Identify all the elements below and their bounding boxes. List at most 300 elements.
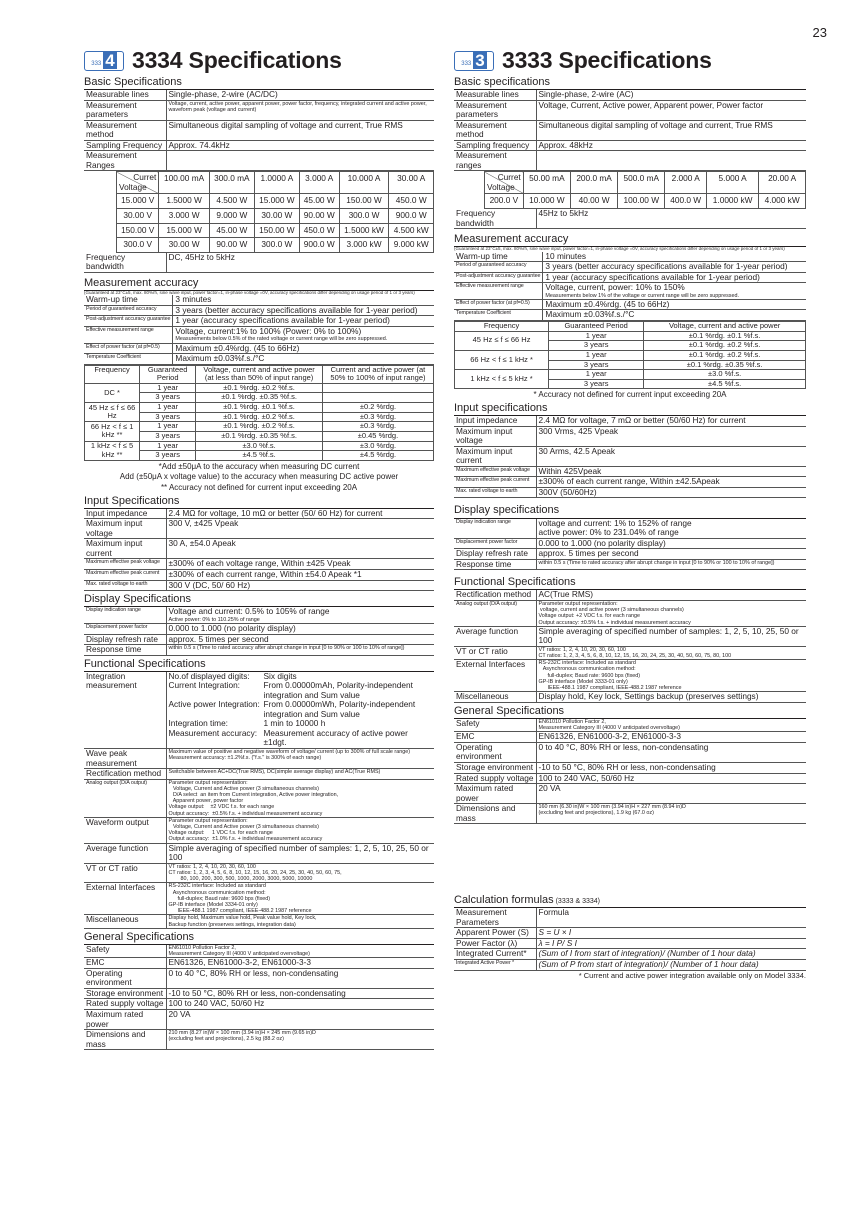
spec-3334-column bbox=[84, 48, 434, 1050]
spec-value: 10 minutes bbox=[543, 252, 806, 262]
spec-value: Switchable between AC+DC(True RMS), DC(simple average display) and AC(True RMS) bbox=[166, 769, 434, 780]
spec-value bbox=[536, 804, 806, 824]
accuracy-value: ±4.5 %f.s. bbox=[644, 379, 806, 389]
spec-key: Power Factor (λ) bbox=[454, 938, 536, 949]
accuracy-value: 1 year bbox=[549, 350, 644, 360]
functional-heading: Functional Specifications bbox=[84, 658, 434, 672]
spec-value bbox=[543, 283, 806, 300]
value-line: EN61010 Pollution Factor 2, bbox=[168, 944, 236, 951]
spec-row bbox=[454, 487, 806, 498]
spec-value bbox=[166, 607, 434, 623]
spec-row bbox=[84, 295, 434, 305]
value-line: 210 mm (8.27 in)W × 100 mm (3.94 in)H × 245 mm (9.65 in)D bbox=[168, 1030, 316, 1037]
accuracy-value: 3 years bbox=[140, 451, 196, 461]
spec-value: 0 to 40 °C, 80% RH or less, non-condensating bbox=[166, 968, 434, 988]
spec-key: Miscellaneous bbox=[84, 915, 166, 928]
accuracy-header bbox=[85, 365, 434, 383]
range-voltage-label: Voltage bbox=[487, 181, 515, 192]
accuracy-value: ±0.2 %rdg. bbox=[322, 403, 433, 413]
spec-table bbox=[454, 90, 806, 171]
spec-row bbox=[454, 310, 806, 321]
spec-key: Maximum input current bbox=[454, 446, 536, 466]
range-power: 300.0 W bbox=[254, 238, 299, 253]
spec-row bbox=[454, 660, 806, 692]
page-number: 23 bbox=[812, 25, 827, 40]
spec-key: Display indication range bbox=[454, 519, 536, 539]
value-line: IEEE-488.1 1987 compliant, IEEE-488.2 1987 reference bbox=[168, 908, 312, 915]
range-power: 900.0 W bbox=[299, 238, 339, 253]
spec-value: ±300% of each voltage range, Within ±425 Vpeak bbox=[166, 559, 434, 570]
accuracy-frequency: DC * bbox=[85, 383, 140, 402]
spec-value: Voltage, Current, Active power, Apparent power, Power factor bbox=[536, 100, 806, 120]
spec-row bbox=[454, 283, 806, 300]
input-heading: Input Specifications bbox=[84, 495, 434, 509]
spec-value: 100 to 240 VAC, 50/60 Hz bbox=[166, 999, 434, 1010]
spec-key: Maximum effective peak current bbox=[84, 570, 166, 581]
accuracy-footnote: *Add ±50μA to the accuracy when measuring DC current bbox=[158, 461, 360, 471]
spec-row bbox=[454, 732, 806, 743]
accuracy-value: ±0.1 %rdg. ±0.1 %f.s. bbox=[196, 403, 323, 413]
range-power: 400.0 W bbox=[665, 194, 707, 209]
accuracy-header-cell: Frequency bbox=[85, 365, 140, 383]
spec-value: -10 to 50 °C, 80% RH or less, non-condensating bbox=[166, 988, 434, 999]
value-line: EN61010 Pollution Factor 2, bbox=[538, 718, 606, 725]
spec-value-note: Active power: 0% to 110.25% of range bbox=[168, 616, 260, 623]
range-power: 4.500 W bbox=[209, 194, 254, 209]
spec-key: Maximum input current bbox=[84, 539, 166, 559]
accuracy-header-cell: Frequency bbox=[455, 322, 549, 332]
spec-row bbox=[454, 299, 806, 310]
range-power: 150.00 W bbox=[339, 194, 389, 209]
accuracy-value: 1 year bbox=[140, 403, 196, 413]
accuracy-header-cell: Voltage, current and active power bbox=[644, 322, 806, 332]
accuracy-footnote: Add (±50μA x voltage value) to the accuracy when measuring DC active power bbox=[119, 472, 399, 482]
spec-row bbox=[454, 252, 806, 262]
spec-value: (Sum of I from start of integration)/ (Number of 1 hour data) bbox=[536, 949, 806, 960]
spec-row bbox=[454, 140, 806, 151]
spec-value bbox=[536, 660, 806, 692]
spec-value bbox=[166, 915, 434, 928]
spec-row bbox=[84, 915, 434, 928]
spec-value: Formula bbox=[536, 908, 806, 928]
spec-row bbox=[84, 958, 434, 969]
spec-row bbox=[454, 90, 806, 100]
spec-row bbox=[84, 863, 434, 883]
spec-key: Analog output (D/A output) bbox=[454, 600, 536, 626]
spec-key: Measurement parameters bbox=[454, 100, 536, 120]
spec-table bbox=[454, 719, 806, 824]
functional-heading: Functional Specifications bbox=[454, 576, 806, 590]
spec-key: Integration measurement bbox=[84, 672, 166, 749]
spec-value bbox=[166, 779, 434, 817]
spec-row bbox=[84, 90, 434, 100]
accuracy-header-cell: Guaranteed Period bbox=[549, 322, 644, 332]
spec-key: Rectification method bbox=[84, 769, 166, 780]
spec-key: Maximum effective peak voltage bbox=[84, 559, 166, 570]
value-line: Voltage output: ±2 VDC f.s. for each range bbox=[168, 804, 275, 811]
spec-value: Simple averaging of specified number of samples: 1, 2, 5, 10, 25, 50 or 100 bbox=[166, 843, 434, 863]
badge-number: 4 bbox=[105, 51, 115, 70]
spec-row bbox=[454, 477, 806, 488]
value-line: Backup function (preserves settings, integration data) bbox=[168, 921, 296, 928]
integration-details bbox=[169, 672, 433, 748]
integration-table bbox=[84, 672, 434, 749]
spec-table bbox=[84, 749, 434, 929]
spec-value: 3 years (better accuracy specifications available for 1-year period) bbox=[173, 305, 434, 316]
value-line: GP-IB interface (Model 3333-01 only) bbox=[538, 678, 628, 685]
range-corner bbox=[117, 172, 159, 194]
accuracy-frequency: 45 Hz ≤ f ≤ 66 Hz bbox=[455, 331, 549, 350]
value-line: Asynchronous communication method: bbox=[538, 666, 636, 673]
spec-row bbox=[84, 945, 434, 958]
value-line: Apparent power, power factor bbox=[168, 798, 244, 805]
spec-value: 20 VA bbox=[166, 1009, 434, 1029]
page-title: 3334 Specifications bbox=[132, 47, 342, 74]
spec-key: Response time bbox=[84, 645, 166, 656]
spec-row bbox=[84, 305, 434, 316]
range-power: 45.00 W bbox=[299, 194, 339, 209]
spec-value: -10 to 50 °C, 80% RH or less, non-condensating bbox=[536, 762, 806, 773]
spec-value: Single-phase, 2-wire (AC) bbox=[536, 90, 806, 100]
calc-footnote: * Current and active power integration available only on Model 3334. bbox=[578, 970, 806, 980]
range-row bbox=[117, 194, 434, 209]
spec-value bbox=[536, 519, 806, 539]
spec-key: Analog output (D/A output) bbox=[84, 779, 166, 817]
accuracy-value: ±0.1 %rdg. ±0.35 %f.s. bbox=[644, 360, 806, 370]
spec-row bbox=[84, 539, 434, 559]
range-power: 3.000 W bbox=[159, 208, 209, 223]
accuracy-row bbox=[455, 350, 806, 360]
value-line: RS-232C interface: Included as standard bbox=[538, 660, 636, 667]
value-line: Maximum value of positive and negative waveform of voltage/ current (up to 300% of full scale range) bbox=[168, 749, 411, 756]
range-power: 9.000 W bbox=[209, 208, 254, 223]
range-power: 1.5000 W bbox=[159, 194, 209, 209]
accuracy-header-cell: Voltage, current and active power (at less than 50% of input range) bbox=[196, 365, 323, 383]
spec-table bbox=[84, 509, 434, 591]
accuracy-value bbox=[322, 383, 433, 393]
spec-table bbox=[454, 416, 806, 498]
spec-key: Measurable lines bbox=[454, 90, 536, 100]
spec-value: Maximum ±0.4%rdg. (45 to 66Hz) bbox=[173, 343, 434, 354]
spec-row bbox=[454, 692, 806, 703]
spec-row bbox=[454, 272, 806, 283]
spec-key: Operating environment bbox=[84, 968, 166, 988]
spec-row bbox=[84, 1009, 434, 1029]
range-voltage: 15.000 V bbox=[117, 194, 159, 209]
spec-table bbox=[454, 908, 806, 970]
value-line: Measurement Category III (4000 V anticipated overvoltage) bbox=[168, 951, 310, 958]
spec-row bbox=[84, 509, 434, 519]
range-current: 1.0000 A bbox=[254, 172, 299, 194]
model-badge bbox=[454, 51, 494, 71]
spec-value: ±300% of each current range, Within ±54.0 Apeak *1 bbox=[166, 570, 434, 581]
spec-key: Measurable lines bbox=[84, 90, 166, 100]
spec-row bbox=[454, 646, 806, 659]
accuracy-frequency: 45 Hz ≤ f ≤ 66 Hz bbox=[85, 403, 140, 422]
range-power: 450.0 W bbox=[389, 194, 434, 209]
spec-row bbox=[454, 773, 806, 784]
spec-key: Effective measurement range bbox=[454, 283, 543, 300]
spec-value: ±300% of each current range, Within ±42.5Apeak bbox=[536, 477, 806, 488]
range-power: 10.000 W bbox=[523, 194, 570, 209]
spec-key: Waveform output bbox=[84, 817, 166, 843]
range-current: 30.00 A bbox=[389, 172, 434, 194]
range-current: 2.000 A bbox=[665, 172, 707, 194]
spec-row bbox=[454, 426, 806, 446]
spec-value: Approx. 74.4kHz bbox=[166, 140, 434, 151]
spec-value: 3 years (better accuracy specifications available for 1-year period) bbox=[543, 262, 806, 273]
spec-row bbox=[454, 538, 806, 549]
range-row bbox=[117, 223, 434, 238]
spec-key: Miscellaneous bbox=[454, 692, 536, 703]
spec-table bbox=[84, 607, 434, 655]
spec-row bbox=[84, 253, 434, 273]
spec-table bbox=[454, 209, 806, 229]
spec-row bbox=[454, 120, 806, 140]
range-voltage: 200.0 V bbox=[485, 194, 524, 209]
range-power: 30.00 W bbox=[254, 208, 299, 223]
spec-key: VT or CT ratio bbox=[84, 863, 166, 883]
spec-value: DC, 45Hz to 5kHz bbox=[166, 253, 434, 273]
spec-table bbox=[454, 252, 806, 321]
spec-key: Display indication range bbox=[84, 607, 166, 623]
spec-key: Storage environment bbox=[84, 988, 166, 999]
spec-key: Period of guaranteed accuracy bbox=[454, 262, 543, 273]
spec-key: Max. rated voltage to earth bbox=[84, 580, 166, 591]
spec-row bbox=[84, 749, 434, 769]
range-voltage-label: Voltage bbox=[119, 181, 147, 192]
section-title bbox=[84, 48, 434, 74]
spec-key: Storage environment bbox=[454, 762, 536, 773]
spec-value bbox=[166, 863, 434, 883]
spec-key: Integrated Active Power * bbox=[454, 960, 536, 971]
spec-row bbox=[84, 607, 434, 623]
accuracy-value: 3 years bbox=[140, 412, 196, 422]
spec-value: Maximum ±0.03%f.s./°C bbox=[543, 310, 806, 321]
spec-key: Warm-up time bbox=[454, 252, 543, 262]
range-voltage: 150.00 V bbox=[117, 223, 159, 238]
spec-key: EMC bbox=[84, 958, 166, 969]
range-current: 50.00 mA bbox=[523, 172, 570, 194]
badge-number: 3 bbox=[475, 51, 485, 70]
value-line: Voltage output: +2 VDC f.s. for each range bbox=[538, 613, 640, 620]
accuracy-value: 3 years bbox=[549, 360, 644, 370]
spec-value: Display hold, Key lock, Settings backup (preserves settings) bbox=[536, 692, 806, 703]
spec-value: Maximum ±0.03%f.s./°C bbox=[173, 354, 434, 365]
spec-row bbox=[84, 883, 434, 915]
spec-key: Frequency bandwidth bbox=[84, 253, 166, 273]
range-power: 300.0 W bbox=[339, 208, 389, 223]
range-power: 3.000 kW bbox=[339, 238, 389, 253]
range-current: 10.000 A bbox=[339, 172, 389, 194]
spec-value: EN61326, EN61000-3-2, EN61000-3-3 bbox=[536, 732, 806, 743]
accuracy-value: 3 years bbox=[549, 341, 644, 351]
range-current-label: Curret bbox=[133, 172, 157, 183]
accuracy-value: ±0.1 %rdg. ±0.2 %f.s. bbox=[644, 341, 806, 351]
range-power: 90.00 W bbox=[299, 208, 339, 223]
value-line: Voltage output: 1 VDC f.s. for each range bbox=[168, 830, 273, 837]
accuracy-value: ±0.1 %rdg. ±0.2 %f.s. bbox=[644, 350, 806, 360]
accuracy-value: 1 year bbox=[140, 383, 196, 393]
spec-key: External Interfaces bbox=[454, 660, 536, 692]
spec-value: 0.000 to 1.000 (no polarity display) bbox=[536, 538, 806, 549]
integration-value: From 0.00000mWh, Polarity-independent integration and Sum value bbox=[263, 699, 416, 719]
spec-key: Period of guaranteed accuracy bbox=[84, 305, 173, 316]
spec-row bbox=[454, 519, 806, 539]
spec-value: AC(True RMS) bbox=[536, 590, 806, 600]
spec-value: 100 to 240 VAC, 50/60 Hz bbox=[536, 773, 806, 784]
accuracy-footnote: * Accuracy not defined for current input exceeding 20A bbox=[533, 390, 727, 400]
spec-row bbox=[84, 326, 434, 343]
value-line: (excluding feet and projections), 1.9 kg (67.0 oz) bbox=[538, 810, 654, 817]
spec-row bbox=[84, 672, 434, 749]
spec-value bbox=[166, 151, 434, 171]
value-line: 160 mm (6.30 in)W × 100 mm (3.94 in)H × 227 mm (8.94 in)D bbox=[538, 804, 686, 811]
measurement-range-table bbox=[116, 171, 434, 252]
accuracy-header-cell: Current and active power (at 50% to 100% of input range) bbox=[322, 365, 433, 383]
accuracy-value: ±3.0 %f.s. bbox=[196, 441, 323, 451]
input-heading: Input specifications bbox=[454, 402, 806, 416]
accuracy-note: (Guaranteed at 23°C±5, max. 80%rh, sine wave input, power factor=1, in-phase voltage =0V, accuracy specifications differ depending on usage period of 1 or 3 years) bbox=[84, 289, 415, 295]
range-row bbox=[117, 208, 434, 223]
spec-key: Average function bbox=[84, 843, 166, 863]
spec-row bbox=[84, 519, 434, 539]
spec-value: 300 V, ±425 Vpeak bbox=[166, 519, 434, 539]
value-line: Display hold, Maximum value hold, Peak value hold, Key lock, bbox=[168, 915, 317, 922]
spec-value: Single-phase, 2-wire (AC/DC) bbox=[166, 90, 434, 100]
accuracy-value: 1 year bbox=[549, 370, 644, 380]
spec-row bbox=[84, 580, 434, 591]
spec-row bbox=[84, 343, 434, 354]
spec-value: 300V (50/60Hz) bbox=[536, 487, 806, 498]
value-line: RS-232C interface: Included as standard bbox=[168, 883, 266, 890]
spec-key: EMC bbox=[454, 732, 536, 743]
range-corner bbox=[485, 172, 524, 194]
value-line: 80, 100, 200, 300, 500, 1000, 2000, 3000, 5000, 10000 bbox=[168, 876, 313, 883]
range-row bbox=[117, 238, 434, 253]
accuracy-value: ±0.3 %rdg. bbox=[322, 422, 433, 432]
display-heading: Display specifications bbox=[454, 504, 806, 518]
spec-value: 300 V (DC, 50/ 60 Hz) bbox=[166, 580, 434, 591]
spec-row bbox=[454, 762, 806, 773]
spec-key: Response time bbox=[454, 559, 536, 570]
spec-value: (Sum of P from start of integration)/ (Number of 1 hour data) bbox=[536, 960, 806, 971]
spec-key: Maximum effective peak current bbox=[454, 477, 536, 488]
spec-row bbox=[454, 100, 806, 120]
spec-key: Rated supply voltage bbox=[84, 999, 166, 1010]
spec-row bbox=[84, 623, 434, 634]
spec-value: approx. 5 times per second bbox=[536, 549, 806, 560]
calc-heading bbox=[454, 894, 806, 908]
range-power: 4.500 kW bbox=[389, 223, 434, 238]
spec-key: Safety bbox=[84, 945, 166, 958]
value-line: Voltage, current:1% to 100% (Power: 0% to 100%) bbox=[175, 325, 362, 336]
value-line: CT ratios: 1, 2, 3, 4, 5, 6, 8, 10, 12, 15, 16, 20, 24, 25, 30, 40, 50, 60, 75, bbox=[168, 869, 342, 876]
spec-row bbox=[454, 949, 806, 960]
spec-key: Safety bbox=[454, 719, 536, 732]
spec-row bbox=[454, 960, 806, 971]
range-power: 40.00 W bbox=[570, 194, 617, 209]
spec-value: Simultaneous digital sampling of voltage and current, True RMS bbox=[536, 120, 806, 140]
spec-row bbox=[84, 120, 434, 140]
spec-key: Dimensions and mass bbox=[454, 804, 536, 824]
value-line: Parameter output representation: bbox=[168, 779, 248, 786]
accuracy-value: ±0.1 %rdg. ±0.1 %f.s. bbox=[644, 331, 806, 341]
integration-value: From 0.00000mAh, Polarity-independent integration and Sum value bbox=[263, 680, 413, 700]
range-row bbox=[485, 194, 806, 209]
spec-key: Displacement power factor bbox=[454, 538, 536, 549]
spec-row bbox=[84, 100, 434, 120]
general-heading: General Specifications bbox=[84, 931, 434, 945]
spec-value: Simple averaging of specified number of samples: 1, 2, 5, 10, 25, 50 or 100 bbox=[536, 626, 806, 646]
accuracy-value: ±0.1 %rdg. ±0.2 %f.s. bbox=[196, 422, 323, 432]
spec-key: Post-adjustment accuracy guarantee bbox=[454, 272, 543, 283]
range-current: 300.0 mA bbox=[209, 172, 254, 194]
range-current: 20.00 A bbox=[759, 172, 806, 194]
accuracy-value: 3 years bbox=[140, 393, 196, 403]
accuracy-note: (Guaranteed at 23°C±5, max. 80%rh, sine wave input, power factor=1, in-phase voltage =0V, accuracy specifications differ depending on usage period of 1 or 3 years) bbox=[454, 246, 785, 252]
spec-key: Wave peak measurement bbox=[84, 749, 166, 769]
spec-3333-column bbox=[454, 48, 806, 980]
spec-row bbox=[84, 1030, 434, 1050]
accuracy-frequency: 66 Hz < f ≤ 1 kHz * bbox=[455, 350, 549, 369]
spec-key: Rectification method bbox=[454, 590, 536, 600]
spec-key: Effective measurement range bbox=[84, 326, 173, 343]
spec-key: Effect of power factor (at pf=0.5) bbox=[454, 299, 543, 310]
integration-value: Six digits bbox=[263, 670, 297, 681]
spec-row bbox=[454, 590, 806, 600]
spec-table bbox=[84, 945, 434, 1050]
spec-key: Maximum effective peak voltage bbox=[454, 466, 536, 477]
spec-row bbox=[84, 779, 434, 817]
value-line: CT ratios: 1, 2, 3, 4, 5, 6, 8, 10, 12, 15, 16, 20, 24, 25, 30, 40, 50, 60, 75, 80, 100 bbox=[538, 653, 732, 660]
spec-value-note: Measurements below 1% of the voltage or current range will be zero suppressed. bbox=[545, 292, 739, 299]
spec-key: Measurement Ranges bbox=[84, 151, 166, 171]
spec-row bbox=[454, 626, 806, 646]
spec-row bbox=[454, 784, 806, 804]
spec-key: Temperature Coefficient bbox=[454, 310, 543, 321]
spec-key: Input impedance bbox=[84, 509, 166, 519]
accuracy-row bbox=[455, 370, 806, 380]
spec-key: Display refresh rate bbox=[454, 549, 536, 560]
spec-value bbox=[166, 1030, 434, 1050]
value-line: Measurement Category III (4000 V anticipated overvoltage) bbox=[538, 725, 680, 732]
accuracy-value: 1 year bbox=[140, 441, 196, 451]
spec-key: Dimensions and mass bbox=[84, 1030, 166, 1050]
value-line: voltage, current and active power (3 simultaneous channels) bbox=[538, 607, 684, 614]
integration-label: No.of displayed digits: bbox=[168, 670, 250, 681]
value-line: IEEE-488.1 1987 compliant, IEEE-488.2 1987 reference bbox=[538, 685, 682, 692]
spec-row bbox=[84, 645, 434, 656]
basic-heading: Basic Specifications bbox=[84, 76, 434, 90]
spec-key: Maximum rated power bbox=[454, 784, 536, 804]
spec-value bbox=[536, 600, 806, 626]
spec-value bbox=[536, 646, 806, 659]
spec-value: 45Hz to 5kHz bbox=[536, 209, 806, 229]
spec-row bbox=[454, 719, 806, 732]
spec-row bbox=[454, 446, 806, 466]
accuracy-value: 1 year bbox=[140, 422, 196, 432]
range-voltage: 300.0 V bbox=[117, 238, 159, 253]
spec-value: 2.4 MΩ for voltage, 7 mΩ or better (50/60 Hz) for current bbox=[536, 416, 806, 426]
accuracy-frequency: 1 kHz < f ≤ 5 kHz * bbox=[455, 370, 549, 389]
value-line: active power: 0% to 231.04% of range bbox=[538, 527, 679, 538]
integration-row bbox=[169, 729, 433, 748]
spec-row bbox=[454, 466, 806, 477]
spec-value bbox=[536, 719, 806, 732]
spec-value: Within 425Vpeak bbox=[536, 466, 806, 477]
spec-table bbox=[84, 253, 434, 273]
